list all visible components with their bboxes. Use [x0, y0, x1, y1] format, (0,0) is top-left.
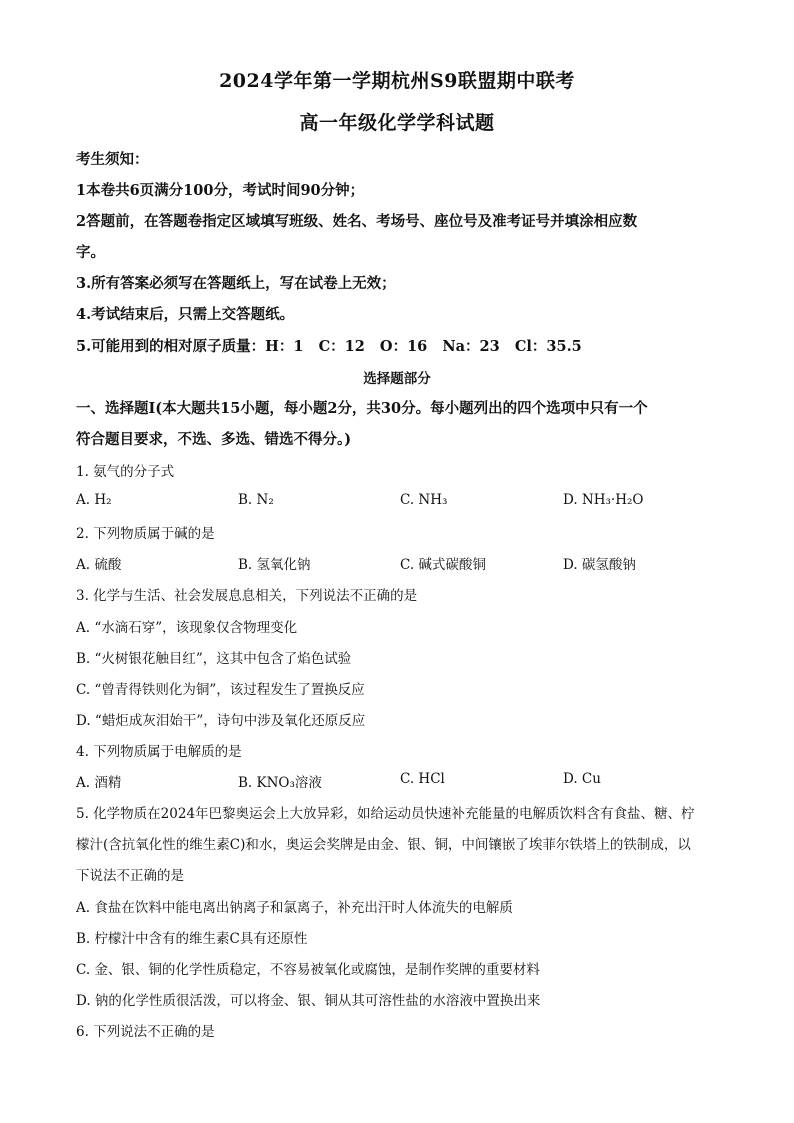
notice-item-4: 4.考试结束后，只需上交答题纸。: [76, 306, 295, 323]
notice-item-2: 2答题前，在答题卷指定区域填写班级、姓名、考场号、座位号及准考证号并填涂相应数: [76, 213, 638, 230]
question-2-option-d: D. 碳氢酸钠: [563, 557, 636, 573]
question-1-option-d: D. NH₃·H₂O: [563, 492, 644, 508]
notice-item-5: 5.可能用到的相对原子质量：H：1 C：12 O：16 Na：23 Cl：35.5: [76, 338, 582, 355]
question-4-option-d: D. Cu: [563, 771, 601, 787]
question-2-option-b: B. 氢氧化钠: [238, 557, 311, 573]
section-intro: 一、选择题I(本大题共15小题，每小题2分，共30分。每小题列出的四个选项中只有一个: [76, 400, 648, 417]
notice-item-3: 3.所有答案必须写在答题纸上，写在试卷上无效；: [76, 275, 396, 292]
exam-subtitle: 高一年级化学学科试题: [299, 112, 495, 134]
question-3-stem: 3. 化学与生活、社会发展息息相关，下列说法不正确的是: [76, 588, 418, 604]
question-3-option-b: B. “火树银花触目红”，这其中包含了焰色试验: [76, 651, 352, 667]
notice-item-2-cont: 字。: [76, 244, 105, 261]
section-intro-cont: 符合题目要求，不选、多选、错选不得分。): [76, 431, 352, 448]
question-5-option-b: B. 柠檬汁中含有的维生素C具有还原性: [76, 931, 308, 947]
question-3-option-a: A. “水滴石穿”，该现象仅含物理变化: [76, 620, 298, 636]
question-1-option-c: C. NH₃: [400, 492, 448, 508]
question-5-stem: 5. 化学物质在2024年巴黎奥运会上大放异彩，如给运动员快速补充能量的电解质饮料含有食盐、糖、柠: [76, 806, 695, 822]
question-3-option-c: C. “曾青得铁则化为铜”，该过程发生了置换反应: [76, 682, 365, 698]
question-1-stem: 1. 氨气的分子式: [76, 464, 175, 480]
question-4-option-a: A. 酒精: [76, 775, 122, 791]
question-4-option-b: B. KNO₃溶液: [238, 775, 322, 791]
question-6-stem: 6. 下列说法不正确的是: [76, 1024, 215, 1040]
question-5-option-a: A. 食盐在饮料中能电离出钠离子和氯离子，补充出汗时人体流失的电解质: [76, 900, 513, 916]
question-2-stem: 2. 下列物质属于碱的是: [76, 526, 215, 542]
notice-heading: 考生须知：: [76, 151, 149, 168]
question-1-option-a: A. H₂: [76, 492, 112, 508]
question-5-stem-end: 下说法不正确的是: [76, 868, 184, 884]
exam-title: 2024学年第一学期杭州S9联盟期中联考: [219, 70, 575, 92]
question-5-stem-cont: 檬汁(含抗氧化性的维生素C)和水，奥运会奖牌是由金、银、铜，中间镶嵌了埃菲尔铁塔上的铁制成，以: [76, 837, 691, 853]
question-5-option-c: C. 金、银、铜的化学性质稳定，不容易被氧化或腐蚀，是制作奖牌的重要材料: [76, 962, 540, 978]
section-title: 选择题部分: [363, 371, 431, 387]
question-3-option-d: D. “蜡炬成灰泪始干”，诗句中涉及氧化还原反应: [76, 713, 366, 729]
question-2-option-c: C. 碱式碳酸铜: [400, 557, 486, 573]
question-5-option-d: D. 钠的化学性质很活泼，可以将金、银、铜从其可溶性盐的水溶液中置换出来: [76, 993, 541, 1009]
question-1-option-b: B. N₂: [238, 492, 274, 508]
question-4-option-c: C. HCl: [400, 771, 445, 787]
question-4-stem: 4. 下列物质属于电解质的是: [76, 744, 242, 760]
notice-item-1: 1本卷共6页满分100分，考试时间90分钟；: [76, 182, 365, 199]
question-2-option-a: A. 硫酸: [76, 557, 122, 573]
